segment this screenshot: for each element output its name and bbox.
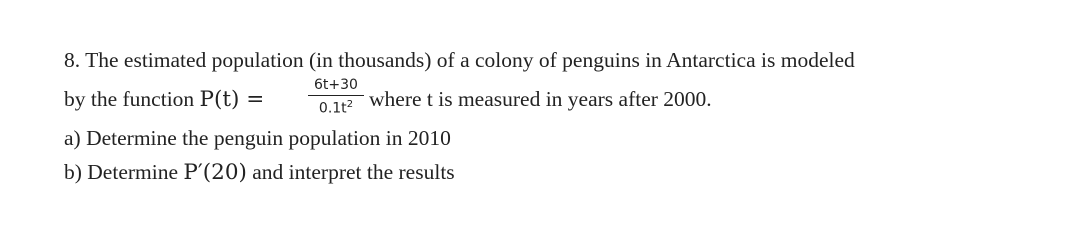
variable-explanation: where t is measured in years after 2000.	[369, 87, 712, 111]
fraction-denominator	[306, 96, 366, 116]
part-b	[64, 162, 455, 184]
denominator-exponent: 2	[346, 99, 354, 111]
function-lhs: P(t) =	[199, 87, 265, 112]
function-intro-text: by the function	[64, 87, 200, 111]
part-a: a) Determine the penguin population in 2010	[64, 126, 451, 150]
denominator-base: 0.1t	[318, 100, 347, 117]
part-b-intro: b) Determine	[64, 160, 184, 184]
function-line	[64, 89, 264, 111]
part-b-outro: and interpret the results	[246, 160, 455, 184]
fraction-numerator: 6t+30	[314, 77, 358, 93]
function-fraction	[306, 78, 366, 116]
problem-intro-line: 8. The estimated population (in thousands) of a colony of penguins in Antarctica is modeled	[64, 48, 855, 72]
part-b-expression: P′(20)	[183, 160, 247, 185]
